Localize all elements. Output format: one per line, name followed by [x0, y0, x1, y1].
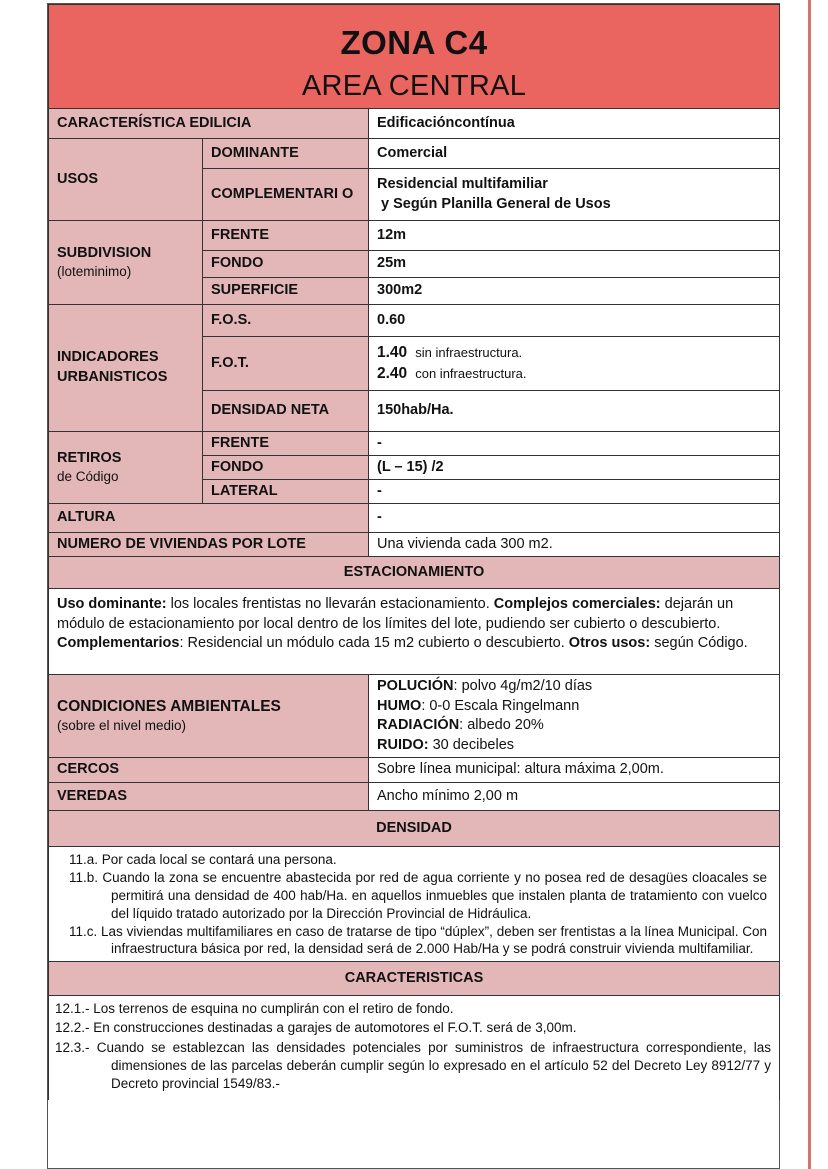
usos-complementario-line-1: Residencial multifamiliar — [377, 175, 548, 192]
caracteristicas-list — [49, 996, 779, 1100]
indicadores-label-line-1: INDICADORES — [57, 349, 159, 366]
retiros-sublabel: de Código — [57, 469, 119, 485]
estacionamiento-t4: según Código. — [650, 635, 748, 652]
caracteristicas-item: 12.2.- En construcciones destinadas a garajes de automotores el F.O.T. será de 3,00m. — [55, 1020, 577, 1036]
retiros-lateral-label: LATERAL — [203, 480, 369, 504]
humo-value: : 0-0 Escala Ringelmann — [421, 697, 580, 714]
estacionamiento-b1: Uso dominante: — [57, 596, 167, 612]
fot-value-1: 1.40 — [377, 343, 408, 361]
ruido-value: 30 decibeles — [428, 736, 515, 753]
retiros-lateral-value: - — [369, 480, 780, 504]
caracteristica-label: CARACTERÍSTICA EDILICIA — [49, 109, 369, 139]
usos-complementario-label: COMPLEMENTARI O — [203, 169, 369, 221]
viviendas-label: NUMERO DE VIVIENDAS POR LOTE — [49, 533, 369, 557]
zone-title: ZONA C4 — [340, 23, 488, 61]
altura-value: - — [369, 504, 780, 533]
humo-label: HUMO — [377, 697, 422, 714]
subdivision-fondo-label: FONDO — [203, 251, 369, 278]
densidad-neta-label: DENSIDAD NETA — [203, 391, 369, 432]
cercos-value: Sobre línea municipal: altura máxima 2,00m. — [369, 758, 780, 783]
densidad-neta-value: 150hab/Ha. — [369, 391, 780, 432]
usos-complementario-line-2: y Según Planilla General de Usos — [381, 195, 611, 212]
subdivision-superficie-label: SUPERFICIE — [203, 278, 369, 305]
page-edge-line — [808, 0, 811, 1169]
densidad-list — [49, 847, 779, 961]
cercos-label: CERCOS — [49, 758, 369, 783]
subdivision-cell — [49, 221, 203, 305]
caracteristicas-item: 12.1.- Los terrenos de esquina no cumplirán con el retiro de fondo. — [55, 1001, 454, 1017]
zone-sheet — [47, 3, 780, 1169]
viviendas-value: Una vivienda cada 300 m2. — [369, 533, 780, 557]
polucion-value: : polvo 4g/m2/10 días — [453, 678, 593, 694]
ambientales-cell — [49, 675, 369, 758]
zone-subtitle: AREA CENTRAL — [301, 70, 527, 103]
polucion-label: POLUCIÓN — [377, 678, 454, 694]
subdivision-superficie-value: 300m2 — [369, 278, 780, 305]
retiros-fondo-label: FONDO — [203, 456, 369, 480]
altura-label: ALTURA — [49, 504, 369, 533]
usos-dominante-label: DOMINANTE — [203, 139, 369, 169]
densidad-title: DENSIDAD — [49, 811, 780, 847]
indicadores-label-line-2: URBANISTICOS — [57, 369, 168, 385]
retiros-frente-label: FRENTE — [203, 432, 369, 456]
ruido-label: RUIDO: — [377, 736, 429, 753]
subdivision-frente-value: 12m — [369, 221, 780, 251]
zone-header — [49, 5, 780, 109]
retiros-frente-value: - — [369, 432, 780, 456]
estacionamiento-text — [49, 589, 780, 675]
radiacion-value: : albedo 20% — [459, 717, 544, 734]
ambientales-values — [369, 675, 780, 758]
estacionamiento-b4: Otros usos: — [568, 635, 651, 652]
caracteristicas-body — [49, 996, 780, 1101]
radiacion-label: RADIACIÓN — [377, 717, 460, 734]
subdivision-sublabel: (loteminimo) — [57, 264, 132, 280]
fos-label: F.O.S. — [203, 305, 369, 337]
subdivision-frente-label: FRENTE — [203, 221, 369, 251]
ambientales-sublabel: (sobre el nivel medio) — [57, 718, 187, 734]
veredas-label: VEREDAS — [49, 783, 369, 811]
usos-complementario-value — [369, 169, 780, 221]
caracteristicas-title: CARACTERISTICAS — [49, 962, 780, 996]
estacionamiento-t3: : Residencial un módulo cada 15 m2 cubierto o descubierto. — [179, 635, 569, 652]
estacionamiento-title: ESTACIONAMIENTO — [49, 557, 780, 589]
estacionamiento-t2: dejarán un módulo de estacionamiento por local dentro de los límites del lote, pudiendo ser cubierto o descubierto. — [57, 596, 734, 632]
zone-table — [48, 4, 780, 1100]
subdivision-fondo-value: 25m — [369, 251, 780, 278]
caracteristica-value: Edificacióncontínua — [369, 109, 780, 139]
retiros-label: RETIROS — [57, 449, 122, 466]
densidad-item: 11.a. Por cada local se contará una persona. — [69, 852, 337, 868]
caracteristicas-item: 12.3.- Cuando se establezcan las densidades potenciales por suministros de infraestructura correspondiente, las dimensiones de las parcelas deberán cumplir según lo expresado en el artículo 52 del Decreto Ley 8912/77 y Decreto provincial 1549/83.- — [55, 1039, 772, 1091]
fot-value — [369, 337, 780, 391]
fot-label: F.O.T. — [203, 337, 369, 391]
usos-dominante-value: Comercial — [369, 139, 780, 169]
retiros-cell — [49, 432, 203, 504]
densidad-item: 11.c. Las viviendas multifamiliares en caso de tratarse de tipo “dúplex”, deben ser frentistas a la línea Municipal. Con infraestructura básica por red, la densidad será de 2.000 Hab/Ha y se podrá construir vivienda multifamiliar. — [69, 923, 768, 957]
fot-note-1: sin infraestructura. — [415, 344, 523, 360]
estacionamiento-t1: los locales frentistas no llevarán estacionamiento. — [166, 596, 494, 612]
fos-value: 0.60 — [369, 305, 780, 337]
usos-label: USOS — [49, 139, 203, 221]
ambientales-label: CONDICIONES AMBIENTALES — [57, 697, 281, 715]
estacionamiento-b2: Complejos comerciales: — [493, 596, 661, 612]
fot-note-2: con infraestructura. — [415, 365, 527, 381]
veredas-value: Ancho mínimo 2,00 m — [369, 783, 780, 811]
densidad-body — [49, 847, 780, 962]
estacionamiento-b3: Complementarios — [57, 635, 180, 652]
retiros-fondo-value: (L – 15) /2 — [369, 456, 780, 480]
indicadores-label — [49, 305, 203, 432]
subdivision-label: SUBDIVISION — [57, 244, 152, 261]
fot-value-2: 2.40 — [377, 364, 408, 382]
densidad-item: 11.b. Cuando la zona se encuentre abastecida por red de agua corriente y no posea red de desagües cloacales se permitirá una densidad de 400 hab/Ha. en aquellos inmuebles que instalen planta de tratamiento con vuelco del líquido tratado autorizado por la Dirección Provincial de Hidráulica. — [69, 870, 768, 921]
